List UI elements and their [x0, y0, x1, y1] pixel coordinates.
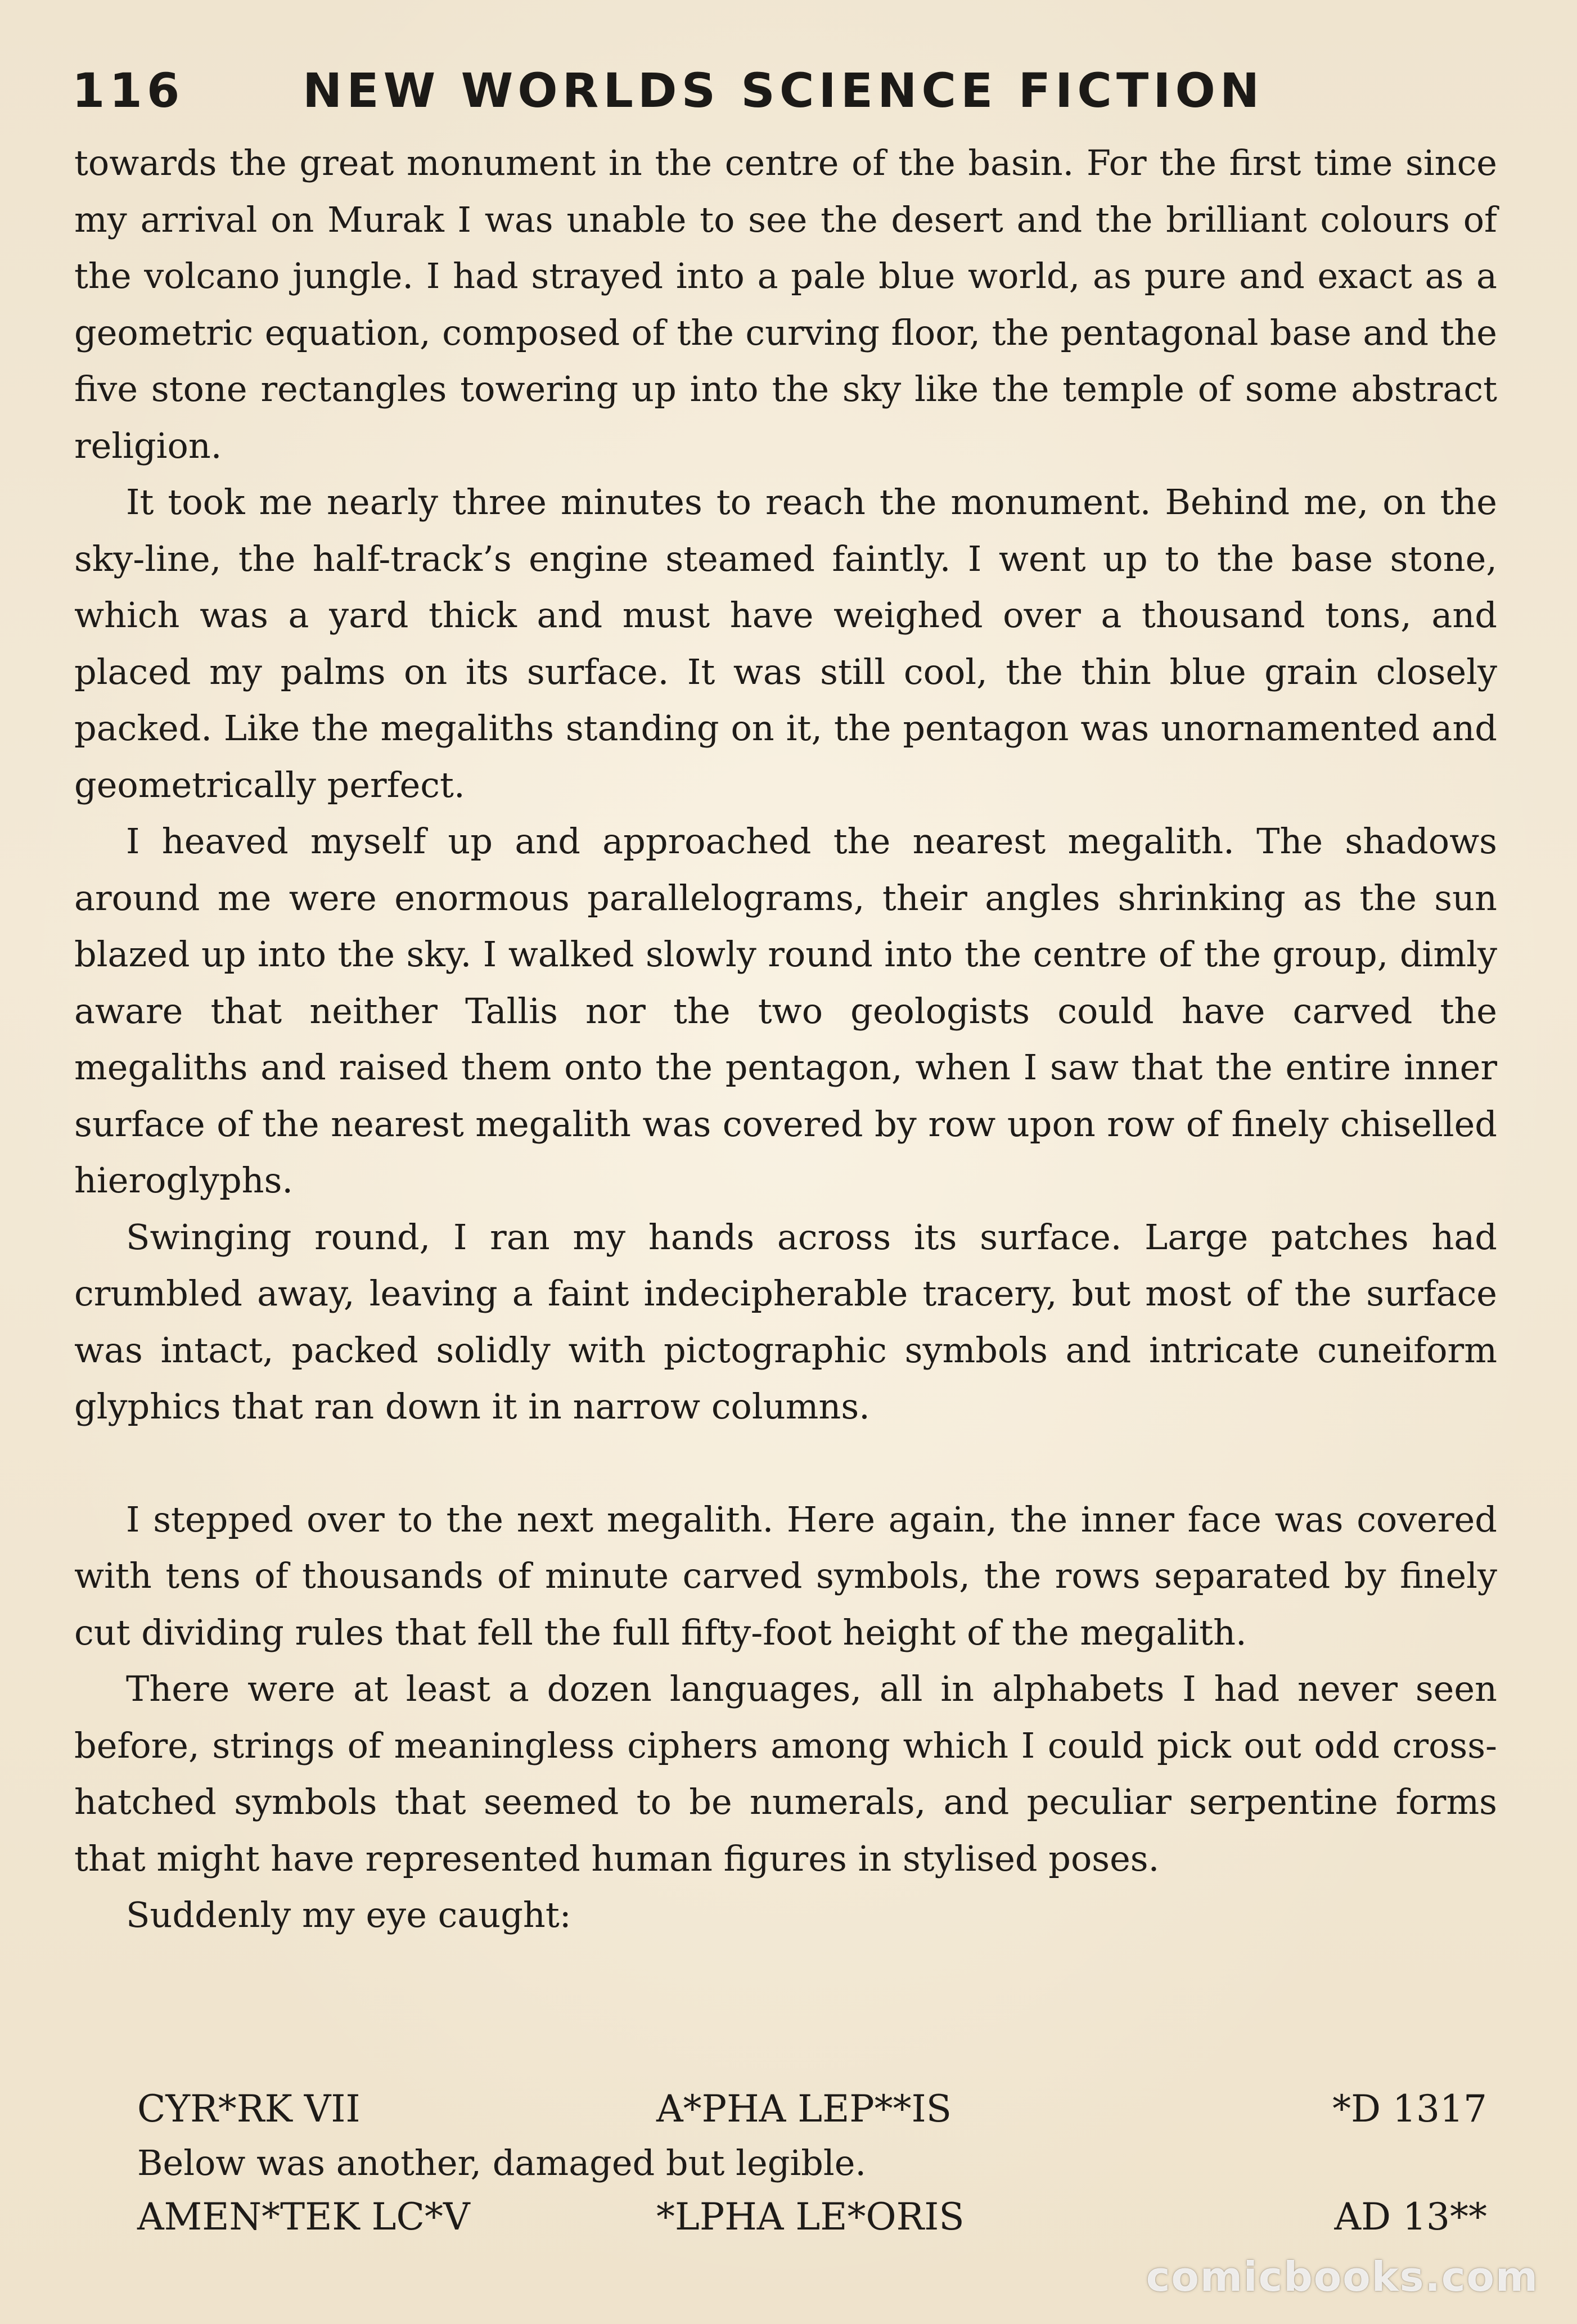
- paragraph-3: I heaved myself up and approached the nearest megalith. The shadows around me were enormous parallelograms, their angles shrinking as the sun blazed up into the sky. I walked slowly round into the centre of the group, dimly aware that neither Tallis nor the two geologists could have carved the megaliths and raised them onto the pentagon, when I saw that the entire inner surface of the nearest megalith was covered by row upon row of finely chiselled hieroglyphs.: [74, 821, 1497, 1201]
- inscriptions: [74, 2081, 1514, 2245]
- story-text: [74, 135, 1497, 1944]
- inscription-name: AMEN*TEK LC*V: [137, 2195, 470, 2239]
- paragraph-1: towards the great monument in the centre of the basin. For the first time since my arrival on Murak I was unable to see the desert and the brilliant colours of the volcano jungle. I had strayed into a pale blue world, as pure and exact as a geometric equation, composed of the curving floor, the pentagonal base and the five stone rectangles towering up into the sky like the temple of some abstract religion.: [74, 142, 1497, 466]
- inscription-row-1: [74, 2081, 1514, 2137]
- watermark: comicbooks.com: [1146, 2253, 1539, 2300]
- inscription-row-2: [74, 2189, 1514, 2245]
- paragraph-2: It took me nearly three minutes to reach the monument. Behind me, on the sky-line, the half-track’s engine steamed faintly. I went up to the base stone, which was a yard thick and must have weighed over a thousand tons, and placed my palms on its surface. It was still cool, the thin blue grain closely packed. Like the megaliths standing on it, the pentagon was unornamented and geometrically perfect.: [74, 481, 1497, 805]
- paragraph-7: Suddenly my eye caught:: [126, 1894, 571, 1935]
- page-number: 116: [72, 63, 184, 118]
- inscription-star: *LPHA LE*ORIS: [656, 2195, 965, 2239]
- inscription-date: *D 1317: [1332, 2087, 1487, 2131]
- running-title: NEW WORLDS SCIENCE FICTION: [303, 63, 1264, 118]
- paragraph-6: There were at least a dozen languages, all in alphabets I had never seen before, strings of meaningless ciphers among which I could pick out odd cross-hatched symbols that seemed to be numerals, and peculiar serpentine forms that might have represented human figures in stylised poses.: [74, 1668, 1497, 1879]
- inscription-date: AD 13**: [1334, 2195, 1487, 2239]
- inscription-star: A*PHA LEP**IS: [656, 2087, 952, 2131]
- paragraph-4: Swinging round, I ran my hands across its surface. Large patches had crumbled away, leaving a faint indecipherable tracery, but most of the surface was intact, packed solidly with pictographic symbols and intricate cuneiform glyphics that ran down it in narrow columns.: [74, 1216, 1497, 1427]
- paragraph-5: I stepped over to the next megalith. Here again, the inner face was covered with tens of thousands of minute carved symbols, the rows separated by finely cut dividing rules that fell the full fifty-foot height of the megalith.: [74, 1498, 1497, 1653]
- inscription-name: CYR*RK VII: [137, 2087, 361, 2131]
- inscription-note: Below was another, damaged but legible.: [137, 2142, 867, 2183]
- page-header: [72, 63, 1512, 125]
